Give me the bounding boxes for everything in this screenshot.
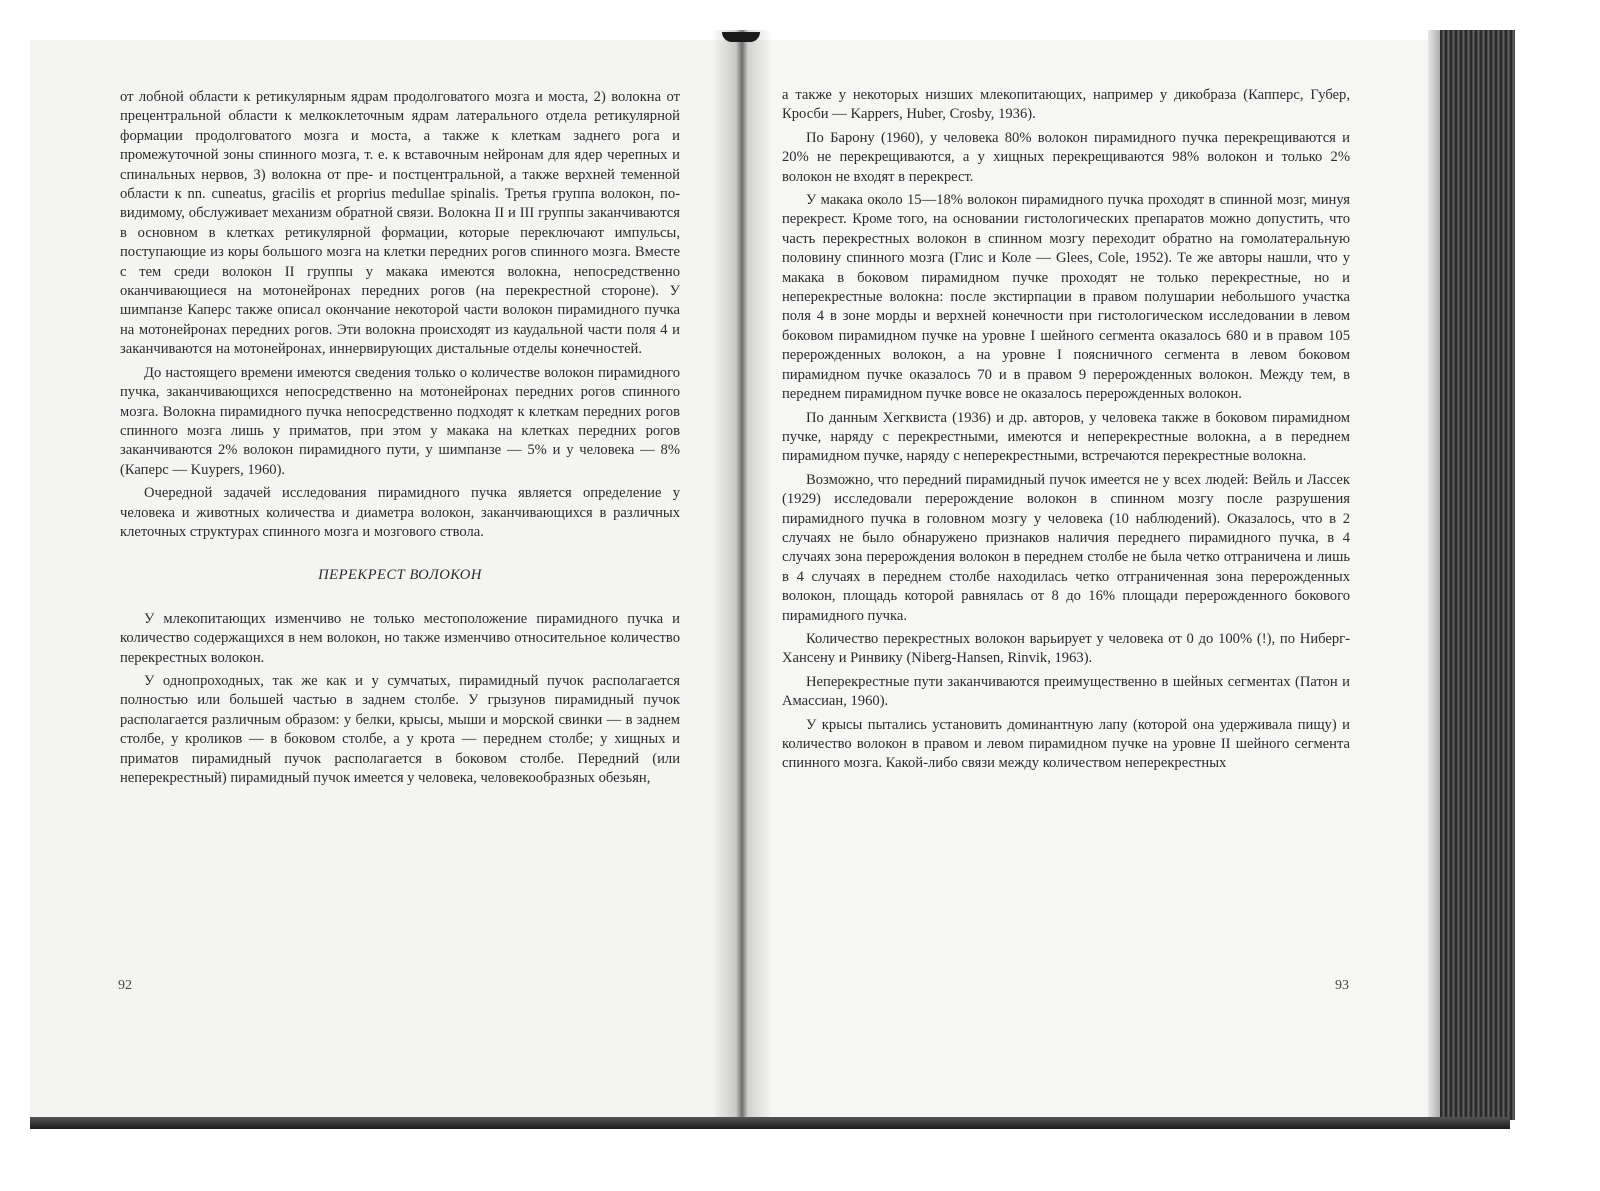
paragraph: У млекопитающих изменчиво не только местоположение пирамидного пучка и количество содержащихся в нем волокон, но также изменчиво относительное количество перекрестных волокон. bbox=[120, 610, 680, 666]
paragraph: Возможно, что передний пирамидный пучок имеется не у всех людей: Вейль и Лассек (1929) исследовали перерождение волокон в спинном мозгу после разрушения пирамидного пучка в головном мозгу у человека (10 наблюдений). Оказалось, что в 2 случаях не было обнаружено признаков наличия переднего пирамидного пучка, в 4 случаях зона перерождения волокон в переднем столбе не была четко отграничена и лишь в 4 случаях в переднем столбе находилась четко отграниченная зона перерожденных волокон, площадь которой равнялась от 8 до 16% площади перерожденного бокового пирамидного пучка. bbox=[782, 471, 1350, 624]
book-bottom-edge bbox=[30, 1117, 1510, 1129]
left-page-text bbox=[120, 88, 680, 792]
paragraph: а также у некоторых низших млекопитающих, например у дикобраза (Капперс, Губер, Кросби — Kappers, Huber, Crosby, 1936). bbox=[782, 87, 1350, 123]
page-number-left: 92 bbox=[118, 978, 132, 993]
paragraph: По данным Хегквиста (1936) и др. авторов, у человека также в боковом пирамидном пучке, наряду с перекрестными, имеются и неперекрестные волокна, а в переднем пирамидном пучке, наряду с неперекрестными, встречаются перекрестные волокна. bbox=[782, 409, 1350, 465]
book-page-edges bbox=[1440, 30, 1515, 1120]
book-gutter bbox=[712, 30, 772, 1120]
paragraph: от лобной области к ретикулярным ядрам продолговатого мозга и моста, 2) волокна от прецентральной области к мелкоклеточным ядрам латерального отдела ретикулярной формации продолговатого мозга и моста, а также к клеткам заднего рога и промежуточной зоны спинного мозга, т. е. к вставочным нейронам для ядер черепных и спинальных нервов, 3) волокна от пре- и постцентральной, а также верхней теменной области к nn. cuneatus, gracilis et proprius medullae spinalis. Третья группа волокон, по-видимому, обслуживает механизм обратной связи. Волокна II и III группы заканчиваются в основном в клетках ретикулярной формации, которые переключают импульсы, поступающие из коры большого мозга на клетки передних рогов спинного мозга. Вместе с тем среди волокон II группы у макака имеются волокна, непосредственно оканчивающиеся на мотонейронах передних рогов (на перекрестной стороне). У шимпанзе Каперс также описал окончание некоторой части волокон пирамидного пучка на мотонейронах передних рогов. Эти волокна происходят из каудальной части поля 4 и заканчиваются на мотонейронах, иннервирующих дистальные отделы конечностей. bbox=[120, 89, 680, 358]
book-spine-edge bbox=[722, 32, 760, 42]
paragraph: До настоящего времени имеются сведения только о количестве волокон пирамидного пучка, заканчивающихся непосредственно на мотонейронах передних рогов спинного мозга. Волокна пирамидного пучка непосредственно подходят к клеткам передних рогов спинного мозга лишь у приматов, при этом у макака на клетках передних рогов заканчиваются 2% волокон пирамидного пути, у шимпанзе — 5% и у человека — 8% (Каперс — Kuypers, 1960). bbox=[120, 364, 680, 478]
right-page-text bbox=[782, 86, 1350, 778]
page-number-right: 93 bbox=[1335, 978, 1349, 993]
paragraph: Количество перекрестных волокон варьирует у человека от 0 до 100% (!), по Ниберг-Хансену и Ринвику (Niberg-Hansen, Rinvik, 1963). bbox=[782, 630, 1350, 667]
section-heading: ПЕРЕКРЕСТ ВОЛОКОН bbox=[318, 567, 482, 584]
paragraph: У крысы пытались установить доминантную лапу (которой она удерживала пищу) и количество волокон в правом и левом пирамидном пучке на уровне II шейного сегмента спинного мозга. Какой-либо связи между количеством неперекрестных bbox=[782, 716, 1350, 772]
paragraph: У макака около 15—18% волокон пирамидного пучка проходят в спинной мозг, минуя перекрест. Кроме того, на основании гистологических препаратов можно допустить, что часть перекрестных волокон в спинном мозгу переходит обратно на гомолатеральную половину спинного мозга (Глис и Коле — Glees, Cole, 1952). Те же авторы нашли, что у макака в боковом пирамидном пучке проходят не только перекрестные, но и неперекрестные волокна: после экстирпации в правом полушарии небольшого участка поля 4 в зоне морды и верхней конечности при гистологическом исследовании в левом боковом пирамидном пучке на уровне I шейного сегмента оказалось 680 и в правом 105 перерожденных волокон, а на уровне I поясничного сегмента в левом боковом пирамидном пучке оказалось 70 и в правом 9 перерожденных волокон. Между тем, в переднем пирамидном пучке вовсе не оказалось перерожденных волокон. bbox=[782, 192, 1350, 403]
paragraph: Неперекрестные пути заканчиваются преимущественно в шейных сегментах (Патон и Амассиан, 1960). bbox=[782, 673, 1350, 710]
paragraph: Очередной задачей исследования пирамидного пучка является определение у человека и животных количества и диаметра волокон, заканчивающихся в различных клеточных структурах спинного мозга и мозгового ствола. bbox=[120, 485, 680, 540]
paragraph: По Барону (1960), у человека 80% волокон пирамидного пучка перекрещиваются и 20% не перекрещиваются, а у хищных перекрещиваются 98% волокон и только 2% волокон не входят в перекрест. bbox=[782, 129, 1350, 185]
paragraph: У однопроходных, так же как и у сумчатых, пирамидный пучок располагается полностью или большей частью в заднем столбе. У грызунов пирамидный пучок располагается различным образом: у белки, крысы, мыши и морской свинки — в заднем столбе, у кроликов — в боковом столбе, а у крота — переднем столбе; у хищных и приматов пирамидный пучок располагается в боковом столбе. Передний (или неперекрестный) пирамидный пучок имеется у человека, человекообразных обезьян, bbox=[120, 672, 680, 786]
